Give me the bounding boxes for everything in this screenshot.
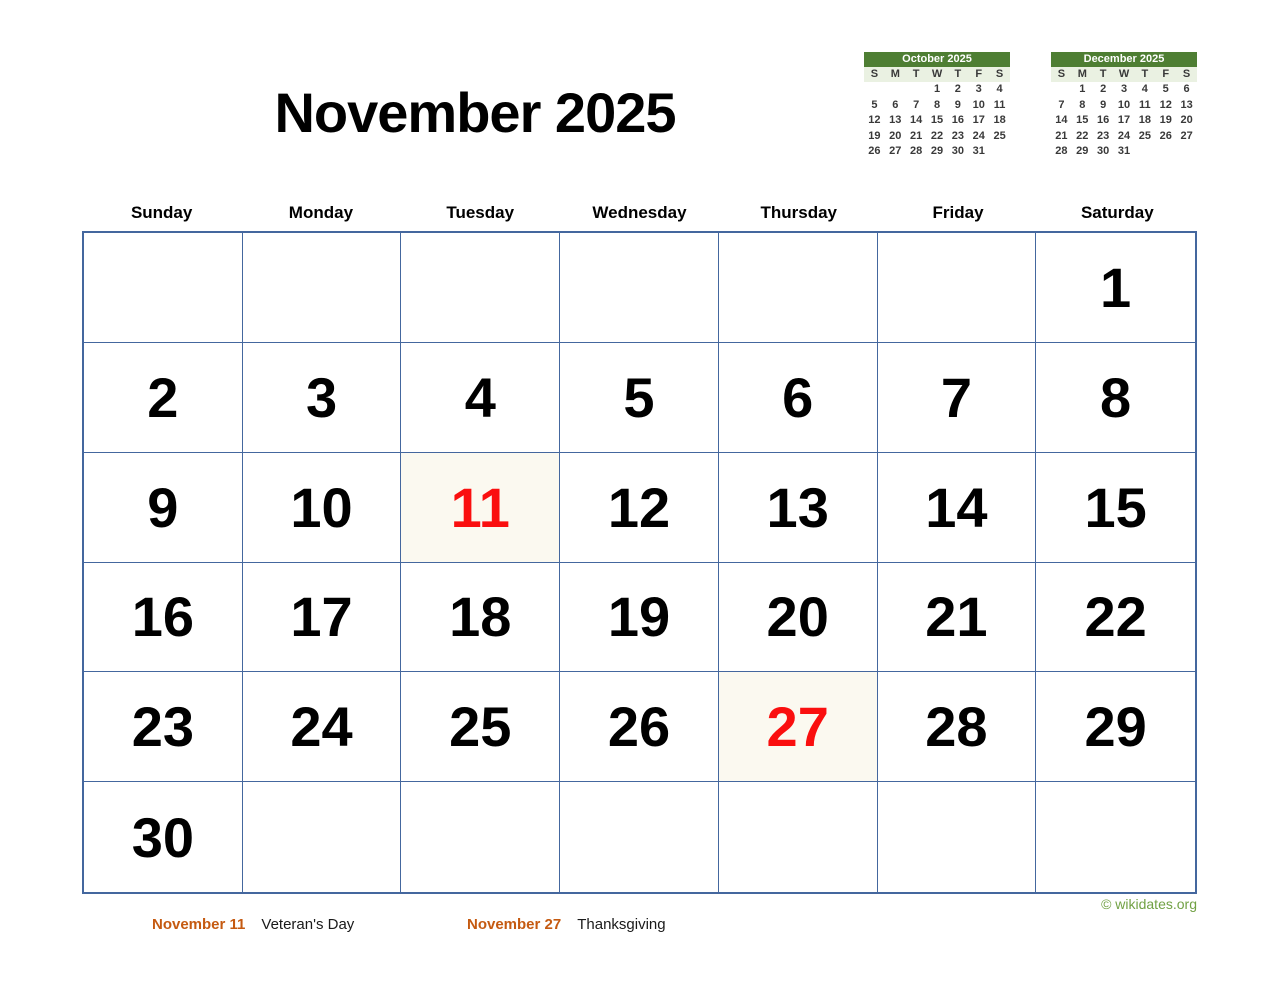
mini-day-cell: 18 bbox=[1138, 114, 1151, 127]
day-cell-empty bbox=[1036, 782, 1195, 892]
mini-day-cell: 9 bbox=[954, 98, 961, 111]
day-cell: 6 bbox=[719, 343, 878, 453]
mini-day-cell: 7 bbox=[1058, 98, 1065, 111]
day-cell: 4 bbox=[401, 343, 560, 453]
mini-day-cell: 9 bbox=[1100, 98, 1107, 111]
mini-day-cell: 14 bbox=[1055, 114, 1068, 127]
mini-weekday-row bbox=[1051, 67, 1197, 82]
mini-weekday-label: T bbox=[1099, 68, 1107, 80]
mini-weekday-label: W bbox=[1118, 68, 1130, 80]
mini-calendar-december bbox=[1051, 52, 1197, 160]
day-cell-holiday: 11 bbox=[401, 453, 560, 563]
mini-day-cell: 26 bbox=[1159, 129, 1172, 142]
day-cell: 23 bbox=[84, 672, 243, 782]
mini-day-cell: 16 bbox=[951, 114, 964, 127]
weekday-label: Saturday bbox=[1080, 203, 1154, 222]
mini-day-cell-empty bbox=[989, 144, 1010, 160]
day-cell: 24 bbox=[243, 672, 402, 782]
page-title: November 2025 bbox=[274, 81, 676, 144]
holiday-date: November 11 bbox=[152, 916, 246, 933]
mini-day-cell: 31 bbox=[972, 145, 985, 158]
mini-day-cell: 23 bbox=[951, 129, 964, 142]
mini-day-cell-empty bbox=[1176, 144, 1197, 160]
mini-date-row bbox=[1051, 98, 1197, 114]
mini-day-cell: 6 bbox=[1183, 83, 1190, 95]
mini-day-cell: 25 bbox=[1138, 129, 1151, 142]
mini-date-row bbox=[864, 129, 1010, 145]
mini-day-cell: 11 bbox=[993, 98, 1006, 111]
day-cell-empty bbox=[878, 233, 1037, 343]
day-cell: 28 bbox=[878, 672, 1037, 782]
mini-day-cell: 31 bbox=[1117, 145, 1131, 158]
mini-date-row bbox=[864, 98, 1010, 114]
mini-day-cell: 8 bbox=[1079, 98, 1086, 111]
mini-day-cell: 4 bbox=[1141, 83, 1148, 95]
day-cell: 3 bbox=[243, 343, 402, 453]
mini-date-row bbox=[864, 113, 1010, 129]
mini-day-cell: 11 bbox=[1139, 98, 1151, 111]
mini-day-cell: 29 bbox=[1076, 145, 1089, 158]
mini-day-cell: 12 bbox=[868, 114, 881, 127]
mini-day-cell: 17 bbox=[972, 114, 985, 127]
mini-day-cell-empty bbox=[864, 82, 885, 98]
day-cell: 2 bbox=[84, 343, 243, 453]
mini-day-cell: 23 bbox=[1097, 129, 1110, 142]
mini-calendar-title: October 2025 bbox=[864, 52, 1010, 67]
weekday-label: Monday bbox=[288, 203, 354, 222]
mini-day-cell: 14 bbox=[910, 114, 923, 127]
mini-weekday-label: S bbox=[1057, 68, 1066, 80]
mini-day-cell: 10 bbox=[1117, 98, 1131, 111]
mini-day-cell-empty bbox=[906, 82, 927, 98]
mini-date-row bbox=[864, 82, 1010, 98]
mini-day-cell: 20 bbox=[1180, 114, 1193, 127]
weekday-label: Wednesday bbox=[592, 203, 687, 222]
mini-day-cell-empty bbox=[1134, 144, 1155, 160]
mini-day-cell: 27 bbox=[889, 145, 902, 158]
day-cell: 9 bbox=[84, 453, 243, 563]
day-cell: 1 bbox=[1036, 233, 1195, 343]
day-cell: 16 bbox=[84, 563, 243, 673]
mini-calendar-body bbox=[864, 67, 1010, 160]
mini-day-cell: 21 bbox=[1055, 129, 1068, 142]
day-cell-empty bbox=[84, 233, 243, 343]
mini-day-cell: 5 bbox=[871, 98, 878, 111]
mini-day-cell: 20 bbox=[889, 129, 902, 142]
mini-weekday-label: S bbox=[870, 68, 879, 80]
day-cell-empty bbox=[878, 782, 1037, 892]
day-cell-empty bbox=[243, 233, 402, 343]
mini-day-cell: 8 bbox=[933, 98, 941, 111]
mini-weekday-label: F bbox=[975, 68, 983, 80]
mini-calendar-title: December 2025 bbox=[1051, 52, 1197, 67]
day-cell-empty bbox=[243, 782, 402, 892]
mini-day-cell: 13 bbox=[889, 114, 902, 127]
weekday-label: Sunday bbox=[130, 203, 193, 222]
day-cell: 29 bbox=[1036, 672, 1195, 782]
mini-weekday-label: M bbox=[1077, 68, 1087, 80]
mini-date-row bbox=[1051, 113, 1197, 129]
mini-day-cell: 15 bbox=[1076, 114, 1089, 127]
day-cell-empty bbox=[401, 233, 560, 343]
mini-day-cell: 26 bbox=[868, 145, 881, 158]
mini-day-cell: 27 bbox=[1180, 129, 1193, 142]
weekday-header-row bbox=[82, 200, 1197, 226]
mini-day-cell: 10 bbox=[972, 98, 985, 111]
mini-day-cell: 6 bbox=[892, 98, 899, 111]
mini-day-cell: 30 bbox=[1097, 145, 1110, 158]
mini-day-cell: 28 bbox=[910, 145, 923, 158]
day-cell: 25 bbox=[401, 672, 560, 782]
mini-day-cell: 1 bbox=[1079, 83, 1086, 95]
day-cell: 7 bbox=[878, 343, 1037, 453]
day-cell-empty bbox=[560, 782, 719, 892]
mini-day-cell: 7 bbox=[913, 98, 920, 111]
mini-day-cell: 12 bbox=[1159, 98, 1172, 111]
mini-day-cell: 18 bbox=[993, 114, 1006, 127]
mini-day-cell: 19 bbox=[1159, 114, 1172, 127]
mini-weekday-label: S bbox=[995, 68, 1004, 80]
mini-day-cell: 4 bbox=[996, 83, 1003, 95]
month-grid bbox=[82, 231, 1197, 894]
mini-day-cell: 16 bbox=[1097, 114, 1110, 127]
holiday-note bbox=[152, 916, 354, 933]
mini-day-cell: 3 bbox=[1120, 83, 1128, 95]
mini-weekday-label: T bbox=[1141, 68, 1149, 80]
mini-day-cell: 28 bbox=[1055, 145, 1068, 158]
day-cell-empty bbox=[719, 233, 878, 343]
day-cell-empty bbox=[401, 782, 560, 892]
mini-weekday-label: T bbox=[954, 68, 962, 80]
mini-day-cell: 15 bbox=[930, 114, 944, 127]
mini-day-cell: 5 bbox=[1162, 83, 1169, 95]
day-cell: 12 bbox=[560, 453, 719, 563]
day-cell: 22 bbox=[1036, 563, 1195, 673]
mini-day-cell: 2 bbox=[1100, 83, 1107, 95]
mini-day-cell: 2 bbox=[954, 83, 961, 95]
day-cell-empty bbox=[719, 782, 878, 892]
mini-day-cell: 30 bbox=[951, 145, 964, 158]
holiday-note bbox=[467, 916, 666, 933]
day-cell: 20 bbox=[719, 563, 878, 673]
day-cell: 14 bbox=[878, 453, 1037, 563]
weekday-label: Friday bbox=[932, 203, 984, 222]
mini-calendar-october bbox=[864, 52, 1010, 160]
mini-day-cell: 19 bbox=[868, 129, 881, 142]
mini-date-row bbox=[1051, 82, 1197, 98]
mini-day-cell: 24 bbox=[972, 129, 985, 142]
mini-weekday-label: S bbox=[1182, 68, 1191, 80]
mini-weekday-label: W bbox=[931, 68, 943, 80]
day-cell: 21 bbox=[878, 563, 1037, 673]
holiday-name: Veteran's Day bbox=[261, 916, 355, 933]
mini-day-cell: 22 bbox=[930, 129, 944, 142]
copyright-link[interactable]: © wikidates.org bbox=[1101, 896, 1197, 912]
mini-day-cell: 13 bbox=[1180, 98, 1193, 111]
day-cell: 18 bbox=[401, 563, 560, 673]
mini-day-cell: 21 bbox=[910, 129, 923, 142]
mini-date-row bbox=[864, 144, 1010, 160]
mini-day-cell-empty bbox=[1155, 144, 1176, 160]
day-cell: 17 bbox=[243, 563, 402, 673]
day-cell: 10 bbox=[243, 453, 402, 563]
mini-day-cell: 17 bbox=[1117, 114, 1131, 127]
mini-day-cell: 1 bbox=[933, 83, 941, 95]
holiday-date: November 27 bbox=[467, 916, 562, 933]
mini-weekday-label: M bbox=[890, 68, 900, 80]
day-cell-empty bbox=[560, 233, 719, 343]
mini-weekday-row bbox=[864, 67, 1010, 82]
mini-weekday-label: F bbox=[1162, 68, 1170, 80]
holiday-name: Thanksgiving bbox=[577, 916, 666, 933]
day-cell-holiday: 27 bbox=[719, 672, 878, 782]
weekday-label: Thursday bbox=[760, 203, 838, 222]
day-cell: 5 bbox=[560, 343, 719, 453]
day-cell: 8 bbox=[1036, 343, 1195, 453]
mini-day-cell: 25 bbox=[993, 129, 1006, 142]
day-cell: 15 bbox=[1036, 453, 1195, 563]
mini-day-cell-empty bbox=[885, 82, 906, 98]
mini-day-cell: 24 bbox=[1117, 129, 1131, 142]
mini-day-cell: 22 bbox=[1076, 129, 1089, 142]
mini-date-row bbox=[1051, 129, 1197, 145]
day-cell: 30 bbox=[84, 782, 243, 892]
mini-day-cell: 3 bbox=[975, 83, 982, 95]
mini-day-cell: 29 bbox=[930, 145, 944, 158]
day-cell: 26 bbox=[560, 672, 719, 782]
mini-weekday-label: T bbox=[912, 68, 920, 80]
mini-day-cell-empty bbox=[1051, 82, 1072, 98]
mini-date-row bbox=[1051, 144, 1197, 160]
day-cell: 13 bbox=[719, 453, 878, 563]
day-cell: 19 bbox=[560, 563, 719, 673]
mini-calendar-body bbox=[1051, 67, 1197, 160]
weekday-label: Tuesday bbox=[446, 203, 515, 222]
